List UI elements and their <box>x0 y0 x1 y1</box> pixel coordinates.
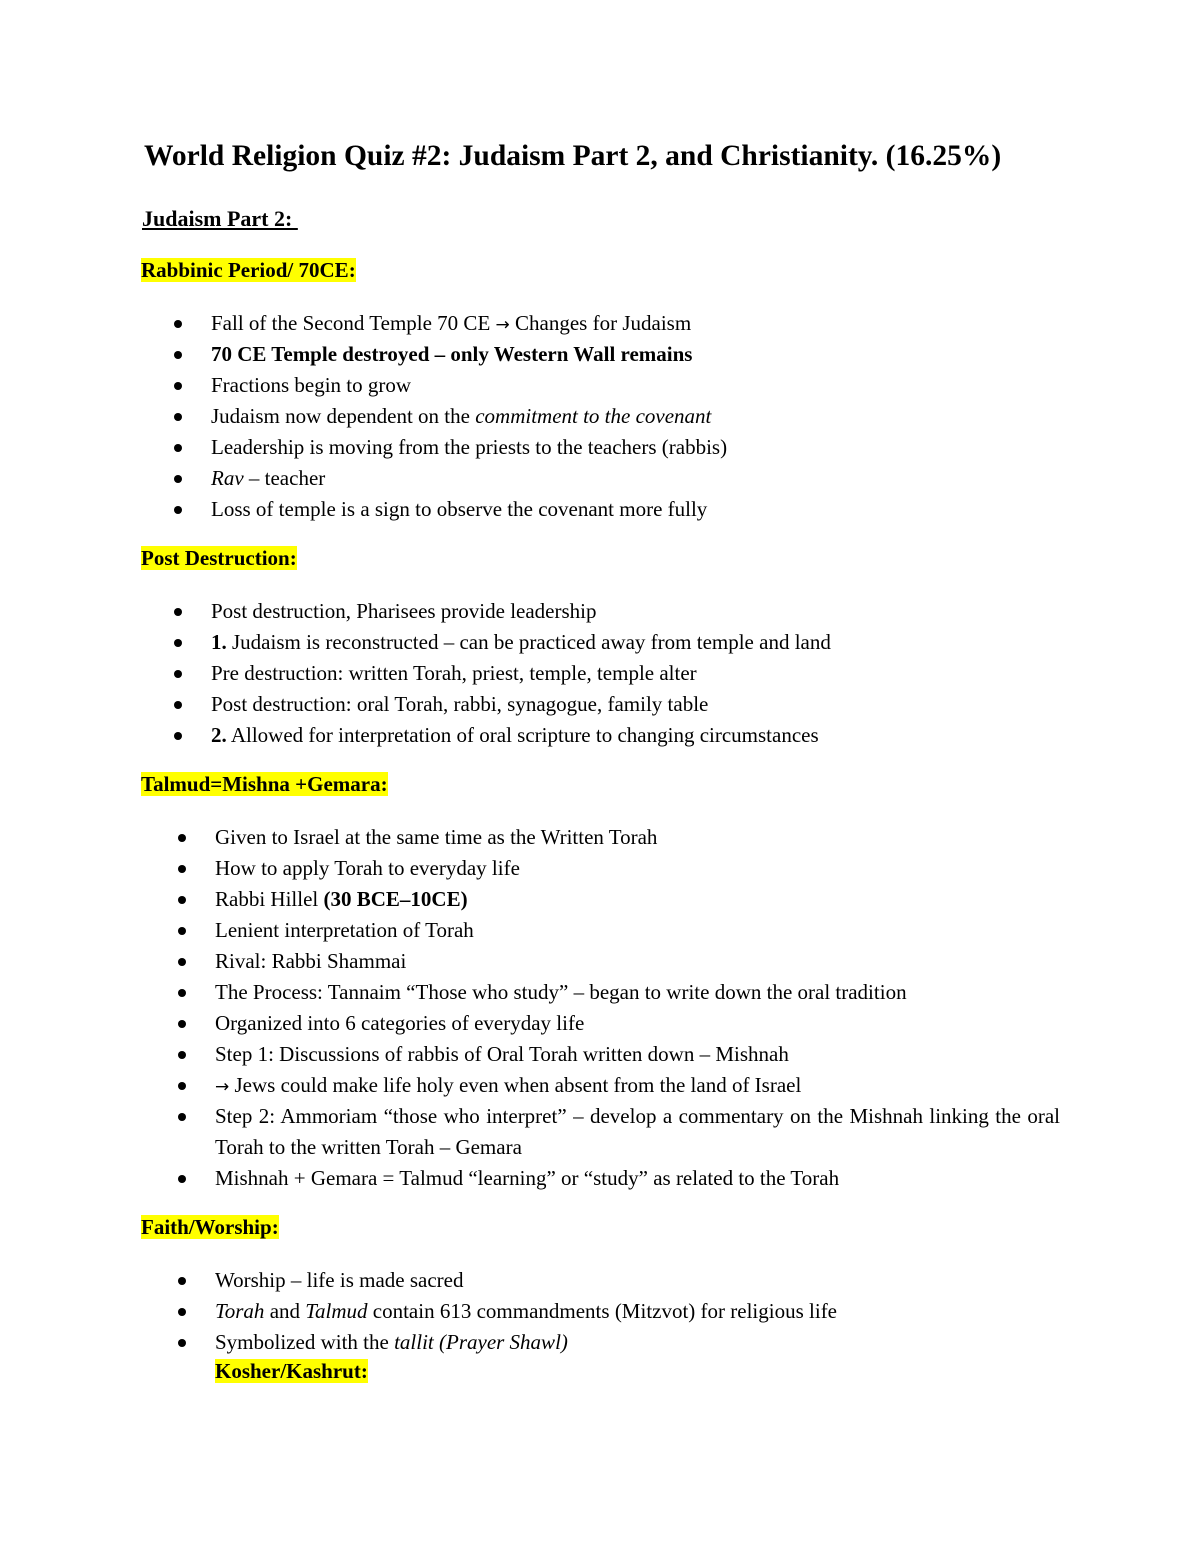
highlighted-heading: Rabbinic Period/ 70CE <box>141 258 349 282</box>
rabbinic-list <box>211 308 727 525</box>
talmud-list <box>215 822 1060 1194</box>
part-heading: Judaism Part 2: <box>142 206 298 231</box>
arrow-icon: → <box>495 315 510 335</box>
list-item: Rav – teacher <box>211 463 727 494</box>
list-item: How to apply Torah to everyday life <box>215 853 1060 884</box>
list-item: Fall of the Second Temple 70 CE → Changes for Judaism <box>211 308 727 339</box>
highlighted-heading: Post Destruction: <box>141 546 297 570</box>
highlighted-heading: Talmud=Mishna +Gemara: <box>141 772 388 796</box>
list-item: Post destruction, Pharisees provide leadership <box>211 596 831 627</box>
bullet-icon <box>174 382 182 390</box>
list-item: Mishnah + Gemara = Talmud “learning” or “study” as related to the Torah <box>215 1163 1060 1194</box>
list-item: Given to Israel at the same time as the Written Torah <box>215 822 1060 853</box>
list-item: 1. Judaism is reconstructed – can be practiced away from temple and land <box>211 627 831 658</box>
faith-worship-list <box>215 1265 837 1358</box>
list-item: Rabbi Hillel (30 BCE–10CE) <box>215 884 1060 915</box>
bullet-icon <box>178 834 186 842</box>
bullet-icon <box>178 1277 186 1285</box>
list-item: Leadership is moving from the priests to the teachers (rabbis) <box>211 432 727 463</box>
list-item: Fractions begin to grow <box>211 370 727 401</box>
bullet-icon <box>178 1051 186 1059</box>
bullet-icon <box>178 1113 186 1121</box>
list-item: Symbolized with the tallit (Prayer Shawl) <box>215 1327 837 1358</box>
document-title: World Religion Quiz #2: Judaism Part 2, and Christianity. (16.25%) <box>144 140 1002 172</box>
list-item: Judaism now dependent on the commitment to the covenant <box>211 401 727 432</box>
bullet-icon <box>178 958 186 966</box>
highlighted-heading: Faith/Worship: <box>141 1215 279 1239</box>
arrow-icon: → <box>215 1077 230 1097</box>
bullet-icon <box>174 670 182 678</box>
bullet-icon <box>174 320 182 328</box>
list-item: Pre destruction: written Torah, priest, temple, temple alter <box>211 658 831 689</box>
section-heading-faith-worship <box>141 1215 279 1240</box>
list-item: 70 CE Temple destroyed – only Western Wall remains <box>211 339 727 370</box>
bullet-icon <box>174 413 182 421</box>
bullet-icon <box>174 444 182 452</box>
bullet-icon <box>174 506 182 514</box>
bullet-icon <box>174 701 182 709</box>
bullet-icon <box>178 865 186 873</box>
highlighted-heading: Kosher/Kashrut: <box>215 1359 368 1383</box>
list-item: Step 2: Ammoriam “those who interpret” – develop a commentary on the Mishnah linking the oral Torah to the written Torah – Gemara <box>215 1101 1060 1163</box>
bullet-icon <box>174 351 182 359</box>
bullet-icon <box>174 475 182 483</box>
list-item: Lenient interpretation of Torah <box>215 915 1060 946</box>
list-item: Torah and Talmud contain 613 commandments (Mitzvot) for religious life <box>215 1296 837 1327</box>
bullet-icon <box>178 989 186 997</box>
bullet-icon <box>178 927 186 935</box>
bullet-icon <box>178 1175 186 1183</box>
heading-suffix: : <box>348 258 356 282</box>
list-item: Organized into 6 categories of everyday life <box>215 1008 1060 1039</box>
section-heading-rabbinic <box>141 258 356 283</box>
bullet-icon <box>174 732 182 740</box>
section-heading-talmud <box>141 772 388 797</box>
bullet-icon <box>174 639 182 647</box>
list-item: Rival: Rabbi Shammai <box>215 946 1060 977</box>
bullet-icon <box>178 896 186 904</box>
bullet-icon <box>178 1308 186 1316</box>
list-item: Post destruction: oral Torah, rabbi, synagogue, family table <box>211 689 831 720</box>
bullet-icon <box>178 1082 186 1090</box>
list-item: Loss of temple is a sign to observe the covenant more fully <box>211 494 727 525</box>
list-item: The Process: Tannaim “Those who study” – began to write down the oral tradition <box>215 977 1060 1008</box>
post-destruction-list <box>211 596 831 751</box>
list-item: → Jews could make life holy even when absent from the land of Israel <box>215 1070 1060 1101</box>
bullet-icon <box>174 608 182 616</box>
list-item: Step 1: Discussions of rabbis of Oral Torah written down – Mishnah <box>215 1039 1060 1070</box>
bullet-icon <box>178 1339 186 1347</box>
section-heading-post-destruction <box>141 546 297 571</box>
list-item: Worship – life is made sacred <box>215 1265 837 1296</box>
list-item: 2. Allowed for interpretation of oral scripture to changing circumstances <box>211 720 831 751</box>
bullet-icon <box>178 1020 186 1028</box>
subheading-kosher <box>215 1359 368 1384</box>
